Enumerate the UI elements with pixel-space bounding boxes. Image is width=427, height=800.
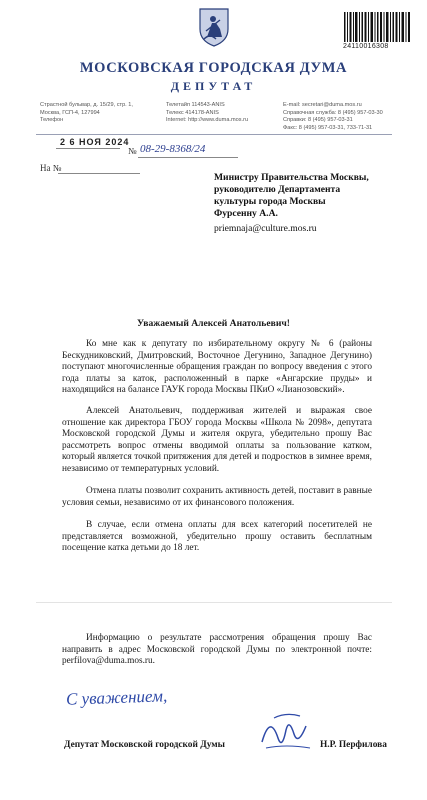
- number-label: №: [128, 146, 137, 156]
- paragraph-text: Алексей Анатольевич, поддерживая жителей и выражая свое отношение как директора ГБОУ города Москвы «Школа № 2098», депутата Московской городской Думы и жителя округа, убедительно прошу Вас рассмотреть вопрос отмены вводимой оплаты за пользование катком, который является точкой притяжения для детей и подростков в зимнее время, независимо от температурных условий.: [62, 406, 372, 474]
- paragraph: [62, 406, 372, 476]
- contacts-telex: [166, 102, 248, 125]
- handwritten-closing: С уважением,: [65, 686, 168, 709]
- addressee-line: Фурсенну А.А.: [214, 208, 278, 219]
- paragraph-text: Ко мне как к депутату по избирательному округу № 6 (районы Бескудниковский, Дмитровский, Восточное Дегунино, Западное Дегунино) поступают многочисленные обращения граждан по вопросу введения с этого года платы за каток, расположенный в парке «Ангарские пруды» и находящийся на балансе ГАУК города Москвы ПКиО «Лианозовский».: [62, 339, 372, 396]
- contact-line: Справки: 8 (495) 957-03-31: [283, 117, 353, 124]
- org-title: МОСКОВСКАЯ ГОРОДСКАЯ ДУМА: [79, 60, 348, 76]
- signer-title: Депутат Московской городской Думы: [64, 740, 225, 750]
- paragraph: [62, 486, 372, 509]
- addressee-line: культуры города Москвы: [214, 196, 326, 207]
- closing-request: [62, 633, 372, 668]
- contact-line: Факс: 8 (495) 957-03-31, 733-71-31: [283, 124, 373, 131]
- registration-date: 2 6 НОЯ 2024: [60, 137, 130, 147]
- paragraph-text: В случае, если отмена оплаты для всех категорий посетителей не представляется возможной, убедительно прошу оставить бесплатным посещение катка детьми до 18 лет.: [62, 520, 372, 554]
- contact-line: Телетайп 114543-ANIS: [166, 102, 225, 108]
- addressee-email: priemnaja@culture.mos.ru: [214, 223, 317, 234]
- header-divider: [36, 134, 392, 135]
- contact-line: Справочная служба: 8 (495) 957-03-30: [283, 109, 383, 116]
- moscow-emblem-icon: [198, 7, 230, 47]
- contact-line: Телефон: [40, 117, 64, 124]
- org-subtitle: ДЕПУТАТ: [170, 79, 257, 93]
- contacts-email-phone: [283, 102, 383, 132]
- signature-icon: [256, 708, 316, 754]
- greeting: Уважаемый Алексей Анатольевич!: [137, 318, 290, 329]
- number-underline: [138, 157, 238, 158]
- contacts-address: [40, 102, 133, 125]
- reply-to-underline: [58, 173, 140, 174]
- paragraph: [62, 339, 372, 397]
- addressee-block: [214, 172, 369, 235]
- closing-request-text: Информацию о результате рассмотрения обращения прошу Вас направить в адрес Московской городской Думы по электронной почте: perfilova@duma.mos.ru.: [62, 633, 372, 667]
- addressee-line: руководителю Департамента: [214, 184, 341, 195]
- barcode-number: 24110016308: [343, 43, 389, 50]
- paragraph-text: Отмена платы позволит сохранить активность детей, поставит в равные условия семьи, независимо от их финансового положения.: [62, 486, 372, 508]
- registration-number: 08-29-8368/24: [140, 143, 206, 155]
- contact-line: Москва, ГСП-4, 127994: [40, 109, 100, 116]
- contact-line: E-mail: secretari@duma.mos.ru: [283, 102, 362, 108]
- contact-line: Страстной бульвар, д. 15/29, стр. 1,: [40, 102, 133, 108]
- date-underline: [56, 148, 120, 149]
- addressee-line: Министру Правительства Москвы,: [214, 172, 369, 183]
- paragraph: [62, 520, 372, 555]
- contact-line: Телекс 414178-ANIS: [166, 109, 219, 116]
- footer-divider: [36, 602, 392, 603]
- barcode-icon: [344, 12, 410, 42]
- signer-name: Н.Р. Перфилова: [320, 740, 387, 750]
- reply-to-label: На №: [40, 163, 62, 173]
- contact-line: Internet: http://www.duma.mos.ru: [166, 117, 249, 124]
